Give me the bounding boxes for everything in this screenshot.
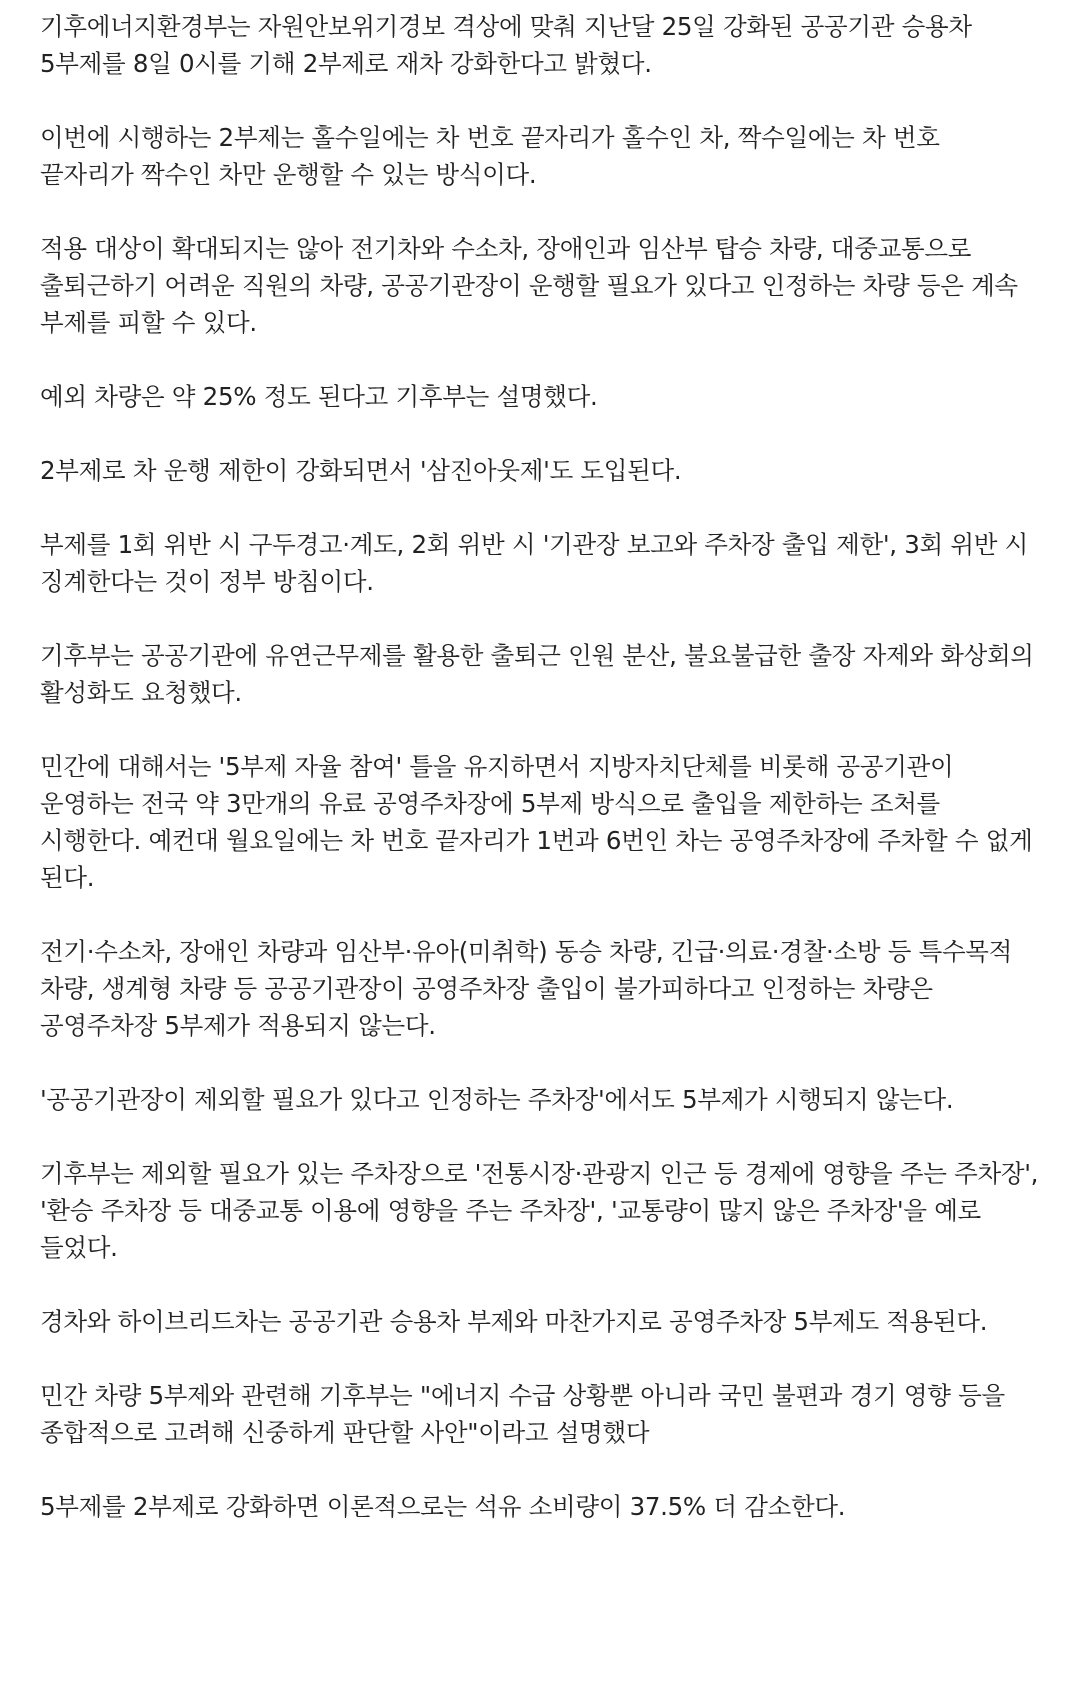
article-paragraph: 경차와 하이브리드차는 공공기관 승용차 부제와 마찬가지로 공영주차장 5부제도 적용된다. [40, 1307, 988, 1336]
article-paragraph: 이번에 시행하는 2부제는 홀수일에는 차 번호 끝자리가 홀수인 차, 짝수일에는 차 번호 끝자리가 짝수인 차만 운행할 수 있는 방식이다. [40, 123, 940, 189]
article-paragraph: 기후에너지환경부는 자원안보위기경보 격상에 맞춰 지난달 25일 강화된 공공기관 승용차 5부제를 8일 0시를 기해 2부제로 재차 강화한다고 밝혔다. [40, 12, 972, 78]
article-paragraph: 5부제를 2부제로 강화하면 이론적으로는 석유 소비량이 37.5% 더 감소한다. [40, 1492, 846, 1521]
article-paragraph: 민간에 대해서는 '5부제 자율 참여' 틀을 유지하면서 지방자치단체를 비롯해 공공기관이 운영하는 전국 약 3만개의 유료 공영주차장에 5부제 방식으로 출입을 제한하는 조처를 시행한다. 예컨대 월요일에는 차 번호 끝자리가 1번과 6번인 차는 공영주차장에 주차할 수 없게 된다. [40, 752, 1033, 892]
article-paragraph: 부제를 1회 위반 시 구두경고·계도, 2회 위반 시 '기관장 보고와 주차장 출입 제한', 3회 위반 시 징계한다는 것이 정부 방침이다. [40, 530, 1028, 596]
article-paragraph: 민간 차량 5부제와 관련해 기후부는 "에너지 수급 상황뿐 아니라 국민 불편과 경기 영향 등을 종합적으로 고려해 신중하게 판단할 사안"이라고 설명했다 [40, 1381, 1005, 1447]
article-body [40, 8, 1040, 1562]
article-paragraph: 예외 차량은 약 25% 정도 된다고 기후부는 설명했다. [40, 382, 598, 411]
article-paragraph: 적용 대상이 확대되지는 않아 전기차와 수소차, 장애인과 임산부 탑승 차량, 대중교통으로 출퇴근하기 어려운 직원의 차량, 공공기관장이 운행할 필요가 있다고 인정하는 차량 등은 계속 부제를 피할 수 있다. [40, 234, 1018, 337]
article-paragraph: 2부제로 차 운행 제한이 강화되면서 '삼진아웃제'도 도입된다. [40, 456, 682, 485]
article-paragraph: 기후부는 제외할 필요가 있는 주차장으로 '전통시장·관광지 인근 등 경제에 영향을 주는 주차장', '환승 주차장 등 대중교통 이용에 영향을 주는 주차장', '교통량이 많지 않은 주차장'을 예로 들었다. [40, 1159, 1039, 1262]
article-paragraph: 기후부는 공공기관에 유연근무제를 활용한 출퇴근 인원 분산, 불요불급한 출장 자제와 화상회의 활성화도 요청했다. [40, 641, 1034, 707]
article-paragraph: 전기·수소차, 장애인 차량과 임산부·유아(미취학) 동승 차량, 긴급·의료·경찰·소방 등 특수목적 차량, 생계형 차량 등 공공기관장이 공영주차장 출입이 불가피하다고 인정하는 차량은 공영주차장 5부제가 적용되지 않는다. [40, 937, 1013, 1040]
article-paragraph: '공공기관장이 제외할 필요가 있다고 인정하는 주차장'에서도 5부제가 시행되지 않는다. [40, 1085, 954, 1114]
